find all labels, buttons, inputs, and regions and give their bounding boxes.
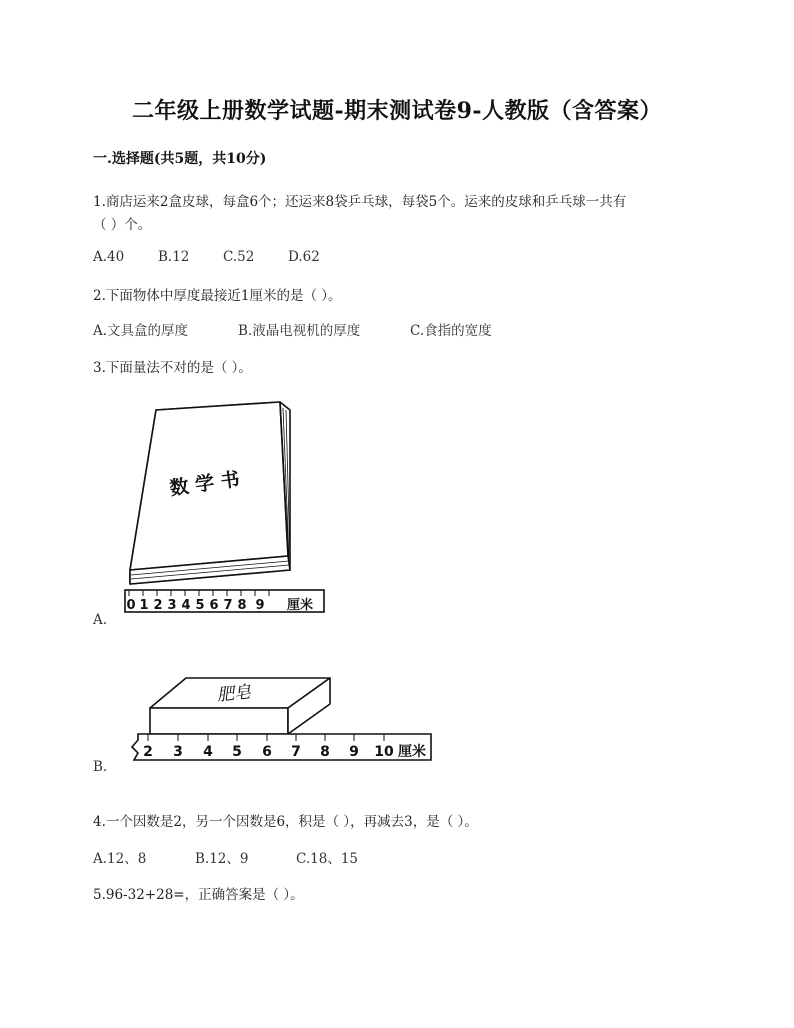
- question-2-text: 2.下面物体中厚度最接近1厘米的是（ ）。: [93, 288, 342, 304]
- ruler-a-label: 6: [209, 598, 219, 613]
- figure-b-soap-ruler: [126, 674, 436, 764]
- soap-label: 肥皂: [216, 682, 252, 706]
- question-1-text-line2: （ ）个。: [93, 217, 152, 233]
- ruler-b-label: 7: [291, 744, 301, 760]
- ruler-b-label: 5: [232, 744, 242, 760]
- ruler-a-label: 8: [237, 598, 247, 613]
- q4-option-a[interactable]: A.12、8: [93, 851, 147, 867]
- q1-option-a[interactable]: A.40: [93, 249, 125, 265]
- q1-option-c[interactable]: C.52: [223, 249, 255, 265]
- q2-option-c[interactable]: C.食指的宽度: [410, 323, 492, 339]
- ruler-a-unit: 厘米: [286, 598, 314, 613]
- ruler-a-label: 1: [139, 598, 149, 613]
- ruler-a-label: 5: [195, 598, 205, 613]
- q2-option-a[interactable]: A.文具盒的厚度: [93, 323, 189, 339]
- ruler-b-label: 8: [320, 744, 330, 760]
- section-heading: 一.选择题(共5题，共10分): [93, 151, 267, 167]
- q3-option-a[interactable]: A.: [93, 612, 108, 628]
- ruler-a-label: 3: [167, 598, 177, 613]
- ruler-b-label: 4: [203, 744, 213, 760]
- question-3-text: 3.下面量法不对的是（ ）。: [93, 360, 252, 376]
- ruler-b-label: 6: [262, 744, 272, 760]
- figure-a-book-ruler: [120, 398, 340, 616]
- q4-option-b[interactable]: B.12、9: [195, 851, 249, 867]
- q1-option-d[interactable]: D.62: [288, 249, 320, 265]
- q2-option-b[interactable]: B.液晶电视机的厚度: [238, 323, 361, 339]
- question-5-text: 5.96-32+28=，正确答案是（ ）。: [93, 887, 304, 903]
- ruler-a-label: 9: [255, 598, 265, 613]
- ruler-b-label: 2: [143, 744, 153, 760]
- ruler-a-label: 4: [181, 598, 191, 613]
- ruler-a-label: 2: [153, 598, 163, 613]
- ruler-b-label: 3: [173, 744, 183, 760]
- book-label: 数 学 书: [168, 468, 242, 500]
- q4-option-c[interactable]: C.18、15: [296, 851, 358, 867]
- page-title: 二年级上册数学试题-期末测试卷9-人教版（含答案）: [131, 98, 663, 124]
- ruler-a-label: 7: [223, 598, 233, 613]
- ruler-a-label: 0: [126, 598, 136, 613]
- ruler-b-label: 9: [349, 744, 359, 760]
- question-4-text: 4.一个因数是2，另一个因数是6，积是（ ），再减去3，是（ ）。: [93, 814, 478, 830]
- ruler-b-label: 10: [374, 744, 394, 760]
- question-1-text-line1: 1.商店运来2盒皮球，每盒6个；还运来8袋乒乓球，每袋5个。运来的皮球和乒乓球一共有: [93, 194, 627, 210]
- q3-option-b[interactable]: B.: [93, 759, 108, 775]
- q1-option-b[interactable]: B.12: [158, 249, 190, 265]
- ruler-b-unit: 厘米: [398, 744, 426, 760]
